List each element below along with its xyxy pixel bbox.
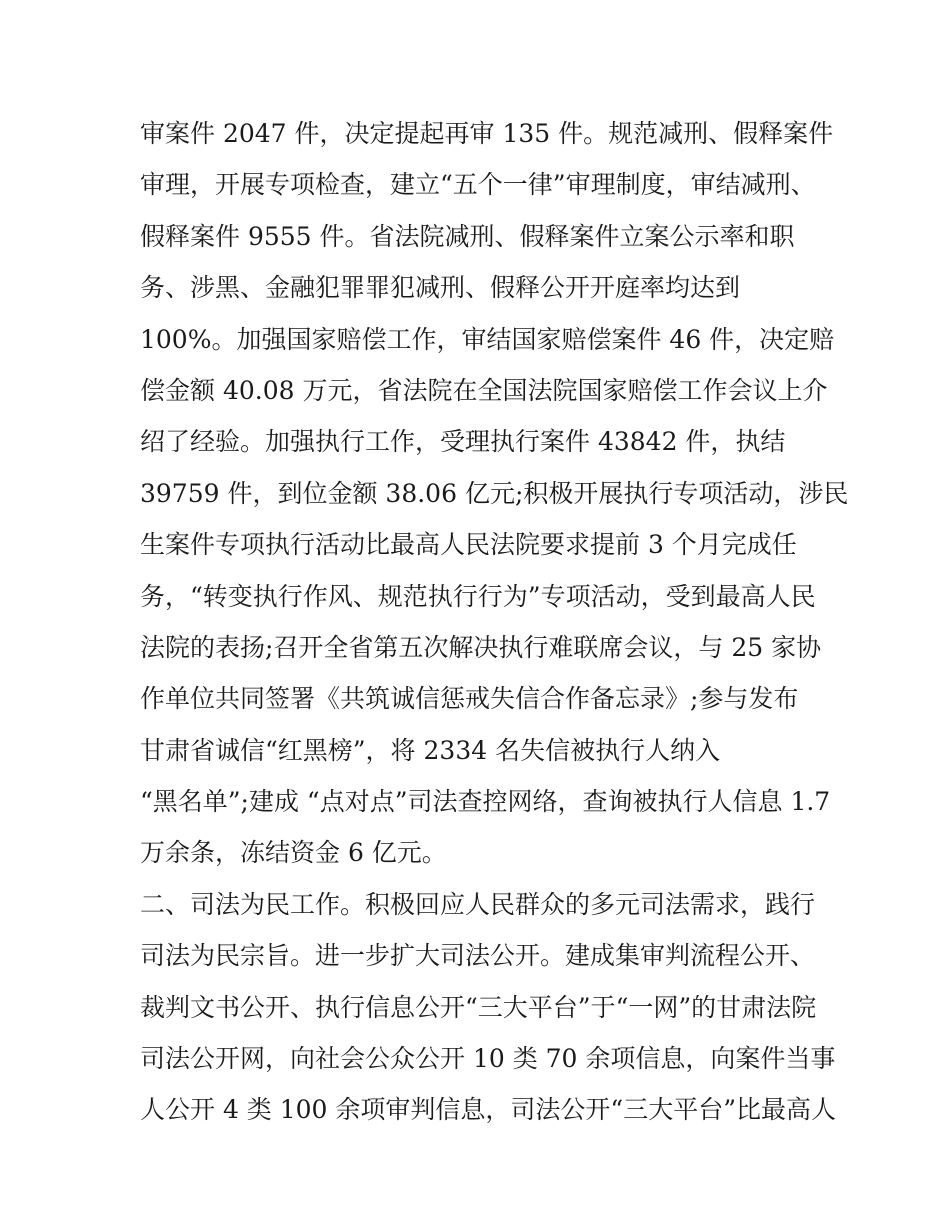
text-line: 法院的表扬;召开全省第五次解决执行难联席会议，与 25 家协 <box>140 632 822 662</box>
section-heading-line: 二、司法为民工作。积极回应人民群众的多元司法需求，践行 <box>140 889 816 919</box>
text-line: 裁判文书公开、执行信息公开“三大平台”于“一网”的甘肃法院 <box>140 992 817 1022</box>
text-line: “黑名单”;建成 “点对点”司法查控网络，查询被执行人信息 1.7 <box>140 787 831 817</box>
body-text <box>140 108 849 1136</box>
text-line: 39759 件，到位金额 38.06 亿元;积极开展执行专项活动，涉民 <box>140 478 849 508</box>
text-line: 司法公开网，向社会公众公开 10 类 70 余项信息，向案件当事 <box>140 1044 836 1074</box>
text-line: 生案件专项执行活动比最高人民法院要求提前 3 个月完成任 <box>140 530 797 560</box>
text-line: 人公开 4 类 100 余项审判信息，司法公开“三大平台”比最高人 <box>140 1095 836 1125</box>
text-line: 偿金额 40.08 万元，省法院在全国法院国家赔偿工作会议上介 <box>140 375 828 405</box>
text-line: 司法为民宗旨。进一步扩大司法公开。建成集审判流程公开、 <box>140 941 816 971</box>
text-line: 绍了经验。加强执行工作，受理执行案件 43842 件，执结 <box>140 427 786 457</box>
text-line: 假释案件 9555 件。省法院减刑、假释案件立案公示率和职 <box>140 221 795 251</box>
text-line: 审理，开展专项检查，建立“五个一律”审理制度，审结减刑、 <box>140 170 816 200</box>
text-line: 作单位共同签署《共筑诚信惩戒失信合作备忘录》;参与发布 <box>140 684 799 714</box>
text-line: 务、涉黑、金融犯罪罪犯减刑、假释公开开庭率均达到 <box>140 273 741 303</box>
text-line: 审案件 2047 件，决定提起再审 135 件。规范减刑、假释案件 <box>140 119 834 148</box>
text-line: 100%。加强国家赔偿工作，审结国家赔偿案件 46 件，决定赔 <box>140 324 835 354</box>
text-line: 万余条，冻结资金 6 亿元。 <box>140 838 447 868</box>
text-line: 甘肃省诚信“红黑榜”，将 2334 名失信被执行人纳入 <box>140 735 721 765</box>
text-line: 务，“转变执行作风、规范执行行为”专项活动，受到最高人民 <box>140 581 816 611</box>
